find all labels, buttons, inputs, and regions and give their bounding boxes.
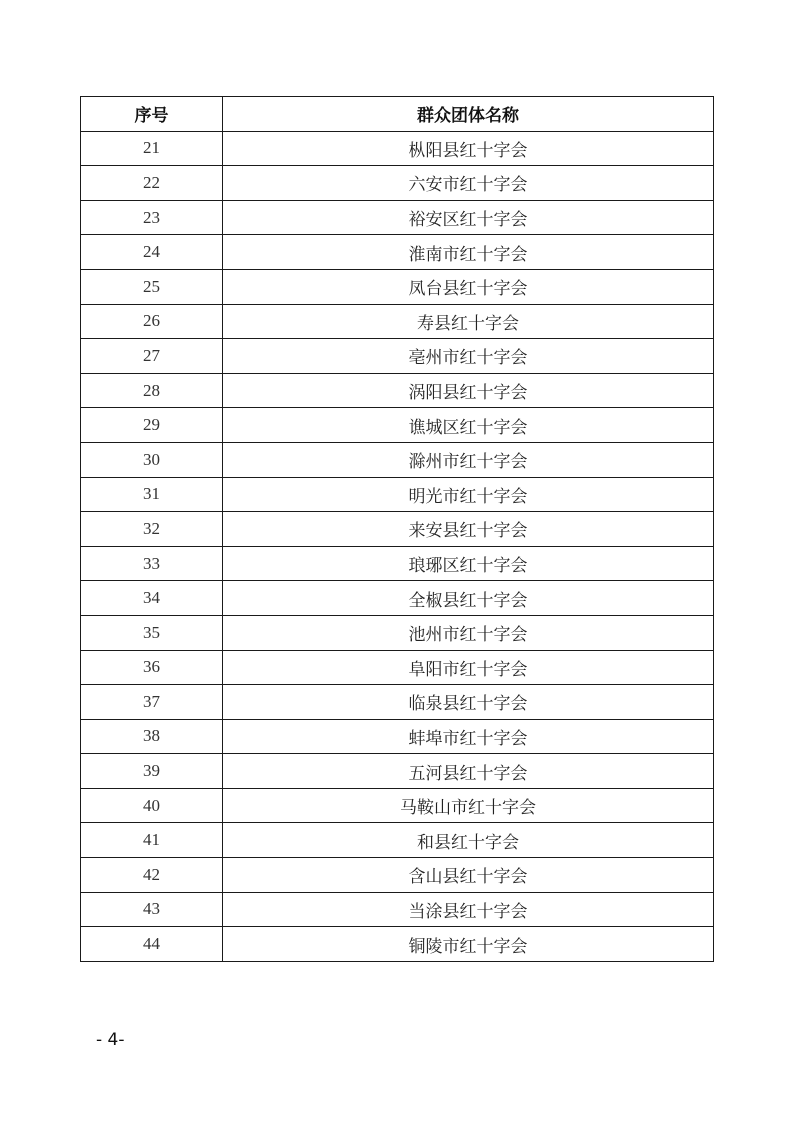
row-number-cell: 40 [81,788,223,823]
table-row [81,858,714,893]
row-number-cell: 25 [81,269,223,304]
table-row [81,442,714,477]
table-row [81,546,714,581]
row-number-cell: 44 [81,927,223,962]
org-name-cell: 含山县红十字会 [223,858,714,893]
org-name-cell: 当涂县红十字会 [223,892,714,927]
org-name-cell: 马鞍山市红十字会 [223,788,714,823]
row-number-cell: 32 [81,512,223,547]
row-number-cell: 27 [81,339,223,374]
table-header-row [81,97,714,132]
org-name-cell: 裕安区红十字会 [223,200,714,235]
org-name-cell: 铜陵市红十字会 [223,927,714,962]
org-name-cell: 和县红十字会 [223,823,714,858]
org-name-cell: 五河县红十字会 [223,754,714,789]
table-row [81,373,714,408]
row-number-cell: 26 [81,304,223,339]
org-name-cell: 阜阳市红十字会 [223,650,714,685]
row-number-cell: 22 [81,166,223,201]
org-name-cell: 凤台县红十字会 [223,269,714,304]
row-number-cell: 30 [81,442,223,477]
org-name-cell: 寿县红十字会 [223,304,714,339]
row-number-cell: 24 [81,235,223,270]
org-name-cell: 琅琊区红十字会 [223,546,714,581]
table-row [81,719,714,754]
row-number-cell: 43 [81,892,223,927]
row-number-cell: 36 [81,650,223,685]
row-number-cell: 33 [81,546,223,581]
org-name-cell: 明光市红十字会 [223,477,714,512]
table-row [81,200,714,235]
table-row [81,477,714,512]
org-name-cell: 蚌埠市红十字会 [223,719,714,754]
table-row [81,892,714,927]
table-row [81,685,714,720]
org-name-cell: 谯城区红十字会 [223,408,714,443]
table-row [81,788,714,823]
org-name-cell: 全椒县红十字会 [223,581,714,616]
row-number-cell: 29 [81,408,223,443]
organization-table [80,96,714,962]
table-row [81,166,714,201]
row-number-cell: 41 [81,823,223,858]
table-row [81,408,714,443]
row-number-cell: 39 [81,754,223,789]
org-name-cell: 池州市红十字会 [223,615,714,650]
table-row [81,339,714,374]
org-name-cell: 淮南市红十字会 [223,235,714,270]
table-row [81,512,714,547]
org-name-cell: 六安市红十字会 [223,166,714,201]
table-row [81,304,714,339]
org-name-cell: 亳州市红十字会 [223,339,714,374]
org-name-cell: 滁州市红十字会 [223,442,714,477]
org-name-cell: 枞阳县红十字会 [223,131,714,166]
table-row [81,754,714,789]
row-number-cell: 28 [81,373,223,408]
row-number-cell: 21 [81,131,223,166]
row-number-cell: 23 [81,200,223,235]
table-row [81,615,714,650]
table-row [81,581,714,616]
row-number-cell: 42 [81,858,223,893]
table-row [81,131,714,166]
row-number-cell: 37 [81,685,223,720]
table-body [81,131,714,961]
row-number-cell: 35 [81,615,223,650]
row-number-cell: 38 [81,719,223,754]
column-header-number: 序号 [81,97,223,132]
table-row [81,269,714,304]
table-row [81,823,714,858]
table-row [81,927,714,962]
org-name-cell: 临泉县红十字会 [223,685,714,720]
row-number-cell: 31 [81,477,223,512]
org-name-cell: 涡阳县红十字会 [223,373,714,408]
page-number: - 4- [96,1030,125,1050]
table-row [81,650,714,685]
table-row [81,235,714,270]
org-name-cell: 来安县红十字会 [223,512,714,547]
row-number-cell: 34 [81,581,223,616]
column-header-org-name: 群众团体名称 [223,97,714,132]
